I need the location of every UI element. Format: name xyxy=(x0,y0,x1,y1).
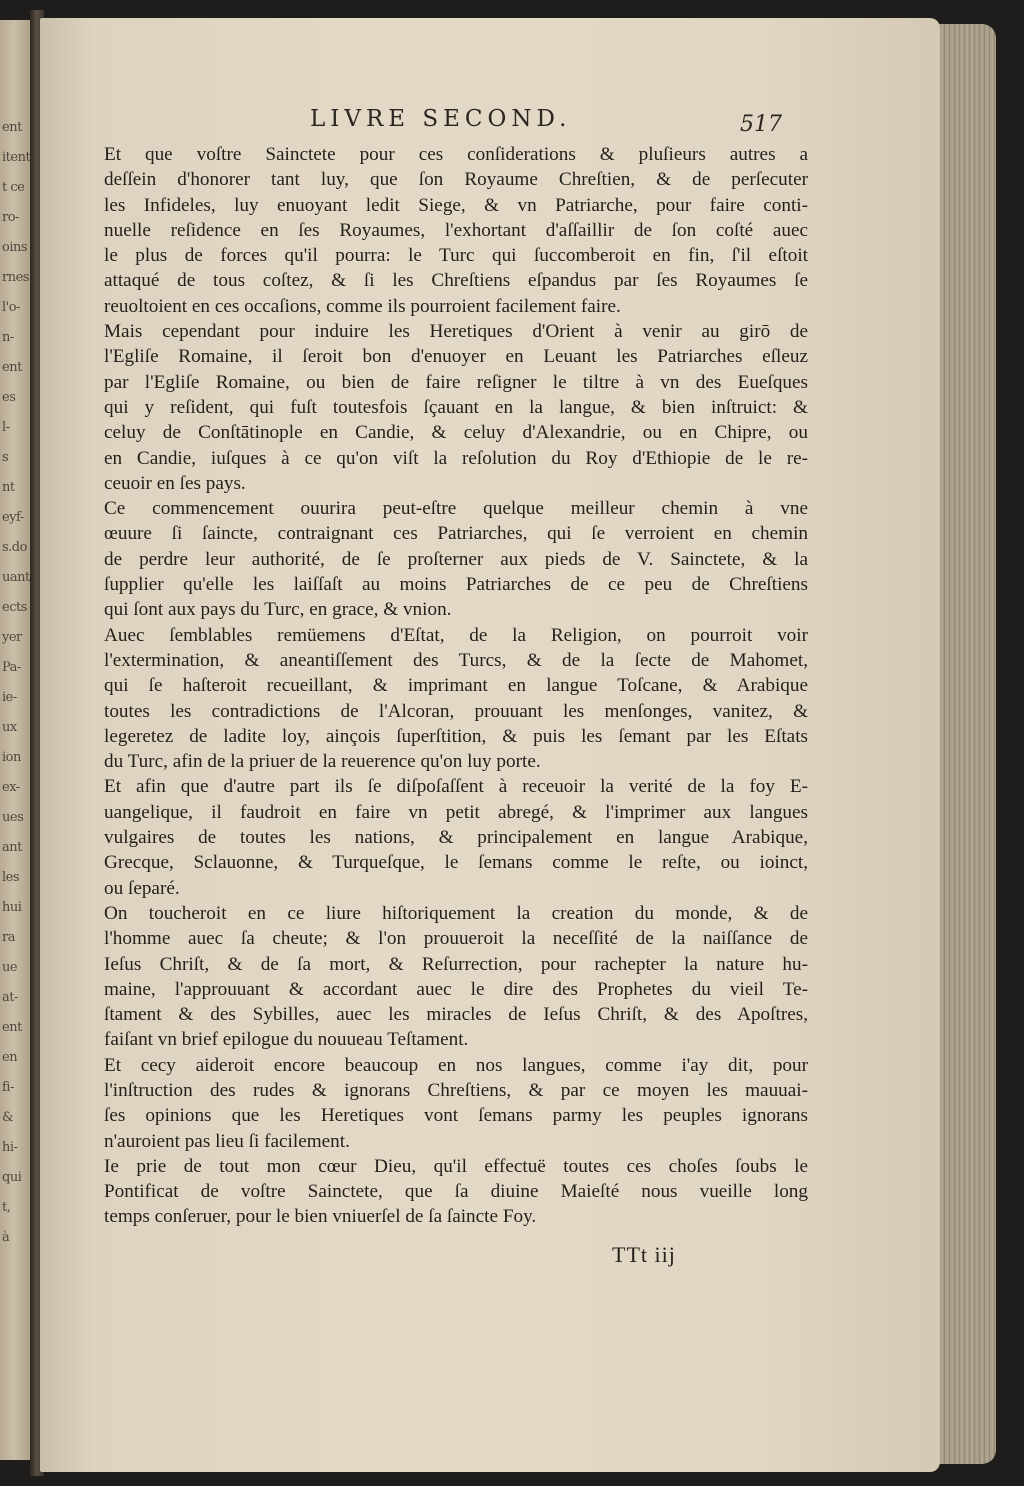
left-page-fragment: s.do xyxy=(2,540,27,555)
text-line: ceuoir en ſes pays. xyxy=(104,472,246,494)
text-line: qui y reſident, qui fuſt toutesfois ſçauant en la langue, & bien inſtruict: & xyxy=(104,396,808,418)
text-line: Ie prie de tout mon cœur Dieu, qu'il effectuë toutes ces choſes ſoubs le xyxy=(104,1155,808,1177)
text-line: celuy de Conſtātinople en Candie, & celuy d'Alexandrie, ou en Chipre, ou xyxy=(104,422,808,444)
text-line: faiſant vn brief epilogue du nouueau Teſtament. xyxy=(104,1029,469,1051)
left-page-fragment: ie- xyxy=(2,690,17,705)
text-line: Et afin que d'autre part ils ſe diſpoſaſſent à receuoir la verité de la foy E- xyxy=(104,776,808,798)
text-line: ſtament & des Sybilles, auec les miracles de Ieſus Chriſt, & des Apoſtres, xyxy=(104,1004,808,1026)
left-page-fragment: l- xyxy=(2,420,10,435)
left-page-fragment: Pa- xyxy=(2,660,21,675)
text-line: l'inſtruction des rudes & ignorans Chreſtiens, & par ce moyen les mauuai- xyxy=(104,1079,808,1101)
text-line: l'homme auec ſa cheute; & l'on prouueroit la neceſſité de la naiſſance de xyxy=(104,928,808,950)
text-line: de perdre leur authorité, de ſe proſterner aux pieds de V. Sainctete, & la xyxy=(104,548,808,570)
text-line: toutes les contradictions de l'Alcoran, prouuant les menſonges, vanitez, & xyxy=(104,700,808,722)
text-line: nuelle reſidence en ſes Royaumes, l'exhortant d'aſſaillir de ſon coſté auec xyxy=(104,219,808,241)
text-line: par l'Egliſe Romaine, ou bien de faire reſigner le tiltre à vn des Eueſques xyxy=(104,371,808,393)
left-page-fragment: ue xyxy=(2,960,18,975)
left-page-fragment: à xyxy=(2,1230,10,1245)
left-page-fragment: ent xyxy=(2,1020,22,1035)
signature-mark: TTt iij xyxy=(612,1242,676,1267)
left-page-fragment: fi- xyxy=(2,1080,14,1095)
text-line: œuure ſi ſaincte, contraignant ces Patriarches, qui ſe verroient en chemin xyxy=(104,523,808,545)
left-page-fragment: es xyxy=(2,390,16,405)
left-page-fragment: l'o- xyxy=(2,300,20,315)
left-page-fragment: rnes xyxy=(2,270,29,285)
left-page-fragment: ro- xyxy=(2,210,19,225)
text-line: l'extermination, & aneantiſſement des Turcs, & de la ſecte de Mahomet, xyxy=(104,649,808,671)
left-page-fragment: hi- xyxy=(2,1140,18,1155)
body-text xyxy=(104,142,808,1230)
left-page-fragment: t ce xyxy=(2,180,25,195)
text-line: le plus de forces qu'il pourra: le Turc qui ſuccomberoit en fin, ſ'il eſtoit xyxy=(104,245,808,267)
text-line: reuoltoient en ces occaſions, comme ils pourroient facilement faire. xyxy=(104,295,621,317)
text-line: legeretez de ladite loy, ainçois ſuperſtition, & puis les ſemant par les Eſtats xyxy=(104,725,808,747)
text-line: qui ſe haſteroit recueillant, & imprimant en langue Toſcane, & Arabique xyxy=(104,675,808,697)
left-page-fragment: qui xyxy=(2,1170,22,1185)
text-line: en Candie, iuſques à ce qu'on viſt la reſolution du Roy d'Ethiopie de le re- xyxy=(104,447,808,469)
left-page-fragment: itent xyxy=(2,150,31,165)
left-page-fragment: t, xyxy=(2,1200,11,1215)
page-number: 517 xyxy=(740,112,782,137)
left-page-fragment: nt xyxy=(2,480,15,495)
left-page-fragment: les xyxy=(2,870,20,885)
left-page-fragment: ra xyxy=(2,930,15,945)
left-page-fragment: at- xyxy=(2,990,18,1005)
left-page-fragment: ent xyxy=(2,120,22,135)
text-line: attaqué de tous coſtez, & ſi les Chreſtiens eſpandus par ſes Royaumes ſe xyxy=(104,270,808,292)
text-line: Ieſus Chriſt, & de ſa mort, & Reſurrection, pour rachepter la nature hu- xyxy=(104,953,808,975)
text-line: qui ſont aux pays du Turc, en grace, & vnion. xyxy=(104,599,452,621)
text-line: ſupplier qu'elle les laiſſaſt au moins Patriarches de ce peu de Chreſtiens xyxy=(104,574,808,596)
text-line: n'auroient pas lieu ſi facilement. xyxy=(104,1130,350,1152)
left-facing-page xyxy=(0,20,34,1460)
left-page-fragment: hui xyxy=(2,900,22,915)
text-line: Ce commencement ouurira peut-eſtre quelque meilleur chemin à vne xyxy=(104,498,808,520)
text-line: uangelique, il faudroit en faire vn petit abregé, & l'imprimer aux langues xyxy=(104,801,808,823)
left-page-fragment: ux xyxy=(2,720,17,735)
left-page-fragment: ent xyxy=(2,360,22,375)
left-page-fragment: ant xyxy=(2,840,22,855)
left-page-fragment: oins xyxy=(2,240,28,255)
text-line: du Turc, afin de la priuer de la reuerence qu'on luy porte. xyxy=(104,751,541,773)
left-page-fragment: uant xyxy=(2,570,30,585)
left-page-fragment: yer xyxy=(2,630,22,645)
text-line: les Infideles, luy enuoyant ledit Siege, & vn Patriarche, pour faire conti- xyxy=(104,194,808,216)
running-title: LIVRE SECOND. xyxy=(310,106,572,132)
left-page-fragment: ues xyxy=(2,810,24,825)
left-page-fragment: ion xyxy=(2,750,21,765)
left-page-fragment: & xyxy=(2,1110,14,1125)
left-page-fragment: ex- xyxy=(2,780,20,795)
text-line: vulgaires de toutes les nations, & principalement en langue Arabique, xyxy=(104,827,808,849)
left-page-fragment: en xyxy=(2,1050,18,1065)
text-line: Et cecy aideroit encore beaucoup en nos langues, comme i'ay dit, pour xyxy=(104,1054,808,1076)
book-page xyxy=(40,18,940,1472)
text-line: Pontificat de voſtre Sainctete, que ſa diuine Maieſté nous vueille long xyxy=(104,1181,808,1203)
text-line: temps conſeruer, pour le bien vniuerſel de ſa ſaincte Foy. xyxy=(104,1206,537,1228)
text-line: deſſein d'honorer tant luy, que ſon Royaume Chreſtien, & de perſecuter xyxy=(104,169,808,191)
text-line: maine, l'approuuant & accordant auec le dire des Prophetes du vieil Te- xyxy=(104,978,808,1000)
text-line: l'Egliſe Romaine, il ſeroit bon d'enuoyer en Leuant les Patriarches eſleuz xyxy=(104,346,808,368)
text-line: Et que voſtre Sainctete pour ces conſiderations & pluſieurs autres a xyxy=(104,144,808,165)
text-line: Auec ſemblables remüemens d'Eſtat, de la Religion, on pourroit voir xyxy=(104,624,808,646)
left-page-fragment: ects xyxy=(2,600,27,615)
text-line: On toucheroit en ce liure hiſtoriquement la creation du monde, & de xyxy=(104,902,808,924)
text-line: ou ſeparé. xyxy=(104,877,180,899)
left-page-fragment: s xyxy=(2,450,9,465)
page-fore-edge xyxy=(936,24,996,1464)
text-line: Mais cependant pour induire les Heretiques d'Orient à venir au girō de xyxy=(104,321,808,343)
text-line: Grecque, Sclauonne, & Turqueſque, le ſemans comme le reſte, ou ioinct, xyxy=(104,852,808,874)
left-page-fragment: eyf- xyxy=(2,510,24,525)
text-line: ſes opinions que les Heretiques vont ſemans parmy les peuples ignorans xyxy=(104,1105,808,1127)
left-page-fragment: n- xyxy=(2,330,14,345)
